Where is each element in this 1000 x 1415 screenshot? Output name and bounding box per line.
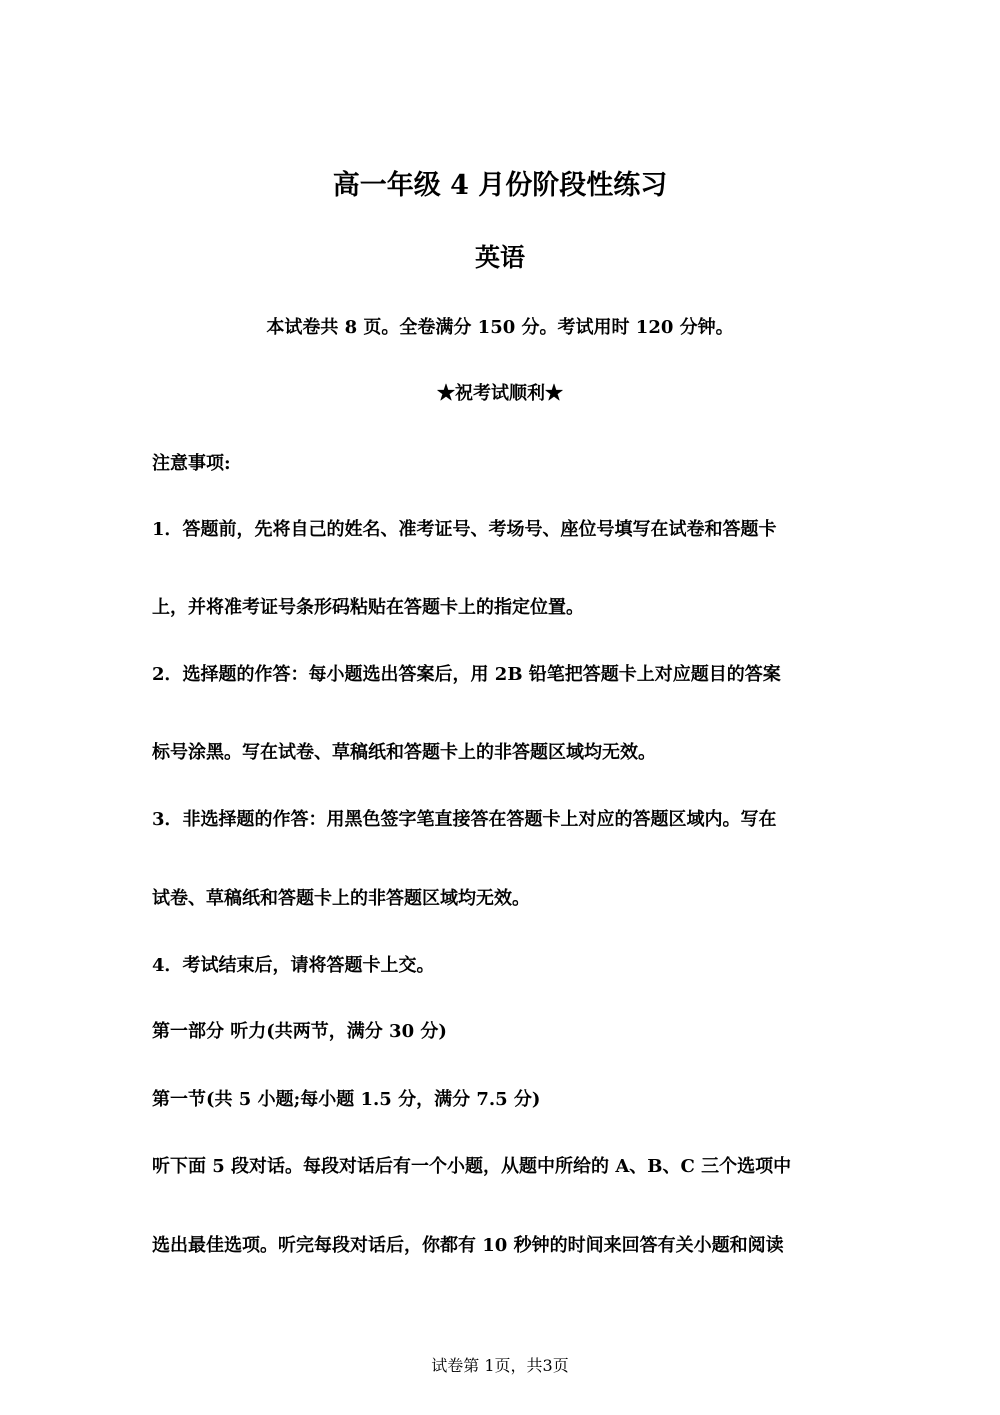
instruction-line: 听下面 5 段对话。每段对话后有一个小题，从题中所给的 A、B、C 三个选项中	[152, 1156, 792, 1177]
notice-heading: 注意事项:	[152, 453, 231, 474]
notice-line: 上，并将准考证号条形码粘贴在答题卡上的指定位置。	[152, 597, 584, 618]
document-title: 高一年级 4 月份阶段性练习	[332, 170, 668, 201]
document-subject: 英语	[474, 243, 525, 272]
notice-line: 2．选择题的作答：每小题选出答案后，用 2B 铅笔把答题卡上对应题目的答案	[152, 664, 781, 685]
notice-line: 1．答题前，先将自己的姓名、准考证号、考场号、座位号填写在试卷和答题卡	[152, 519, 777, 540]
exam-info: 本试卷共 8 页。全卷满分 150 分。考试用时 120 分钟。	[266, 317, 734, 338]
notice-line: 试卷、草稿纸和答题卡上的非答题区域均无效。	[152, 888, 530, 909]
notice-line: 标号涂黑。写在试卷、草稿纸和答题卡上的非答题区域均无效。	[152, 742, 656, 763]
instruction-line: 选出最佳选项。听完每段对话后，你都有 10 秒钟的时间来回答有关小题和阅读	[152, 1235, 784, 1256]
notice-line: 3．非选择题的作答：用黑色签字笔直接答在答题卡上对应的答题区域内。写在	[152, 809, 777, 830]
notice-line: 4．考试结束后，请将答题卡上交。	[152, 955, 435, 976]
good-luck-wish: ★祝考试顺利★	[437, 383, 563, 404]
subsection-heading: 第一节(共 5 小题;每小题 1.5 分，满分 7.5 分)	[152, 1089, 541, 1110]
section-heading: 第一部分 听力(共两节，满分 30 分)	[152, 1021, 447, 1042]
page-footer: 试卷第 1页，共3页	[431, 1356, 569, 1375]
